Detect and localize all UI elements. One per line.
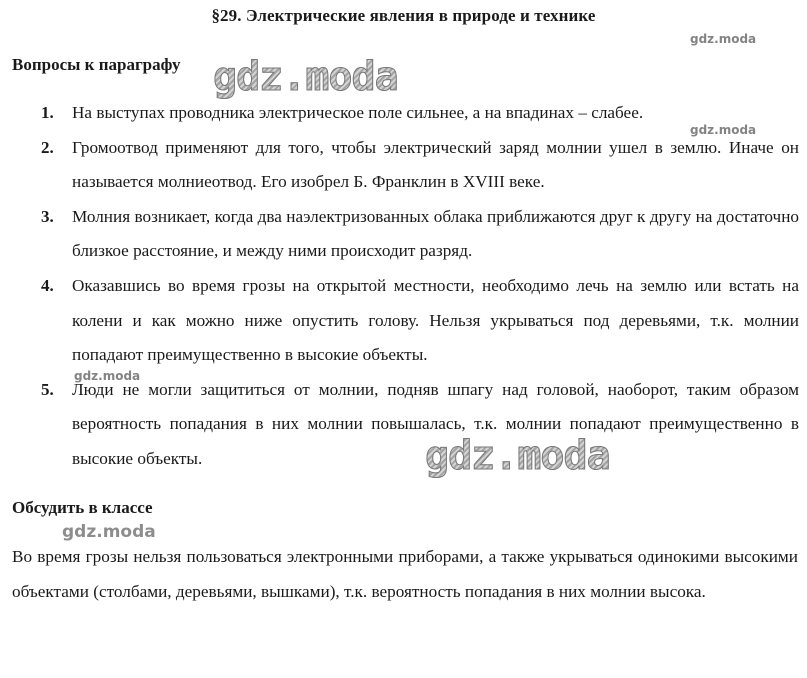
question-number: 3. xyxy=(41,206,54,226)
question-item-4 xyxy=(0,269,807,373)
question-text: Молния возникает, когда два наэлектризованных облака приближаются друг к другу на достаточно близкое расстояние, и между ними происходит разряд. xyxy=(72,206,799,261)
question-item-3 xyxy=(0,200,807,269)
question-item-5 xyxy=(0,373,807,477)
watermark-large: gdz.moda xyxy=(213,54,398,100)
question-text: Оказавшись во время грозы на открытой местности, необходимо лечь на землю или встать на колени и как можно ниже опустить голову. Нельзя укрываться под деревьями, т.к. молнии попадают преимущественно в высокие объекты. xyxy=(72,275,799,365)
watermark-small: gdz.moda xyxy=(690,123,757,137)
watermark-large: gdz.moda xyxy=(425,433,610,479)
question-text: На выступах проводника электрическое поле сильнее, а на впадинах – слабее. xyxy=(72,103,644,122)
watermark-small: gdz.moda xyxy=(74,369,141,383)
watermark-small: gdz.moda xyxy=(690,32,757,46)
page-title: §29. Электрические явления в природе и технике xyxy=(211,6,596,25)
questions-heading: Вопросы к параграфу xyxy=(12,55,181,74)
question-number: 1. xyxy=(41,103,54,122)
question-number: 2. xyxy=(41,137,54,157)
question-item-2 xyxy=(0,131,807,200)
question-item-1 xyxy=(0,96,807,131)
question-text: Люди не могли защититься от молнии, подняв шпагу над головой, наоборот, таким образом вероятность попадания в них молнии повышалась, т.к. молнии попадают преимущественно в высокие объекты. xyxy=(72,379,799,468)
questions-list xyxy=(0,96,807,477)
question-number: 5. xyxy=(41,379,54,399)
watermark-medium: gdz.moda xyxy=(62,522,156,542)
question-number: 4. xyxy=(41,275,54,295)
discussion-paragraph: Во время грозы нельзя пользоваться электронными приборами, а также укрываться одинокими высокими объектами (столбами, деревьями, вышками), т.к. вероятность попадания в них молнии высока. xyxy=(12,547,798,601)
discuss-heading: Обсудить в классе xyxy=(12,498,153,517)
question-text: Громоотвод применяют для того, чтобы электрический заряд молнии ушел в землю. Иначе он называется молниеотвод. Его изобрел Б. Франклин в XVIII веке. xyxy=(72,137,799,192)
